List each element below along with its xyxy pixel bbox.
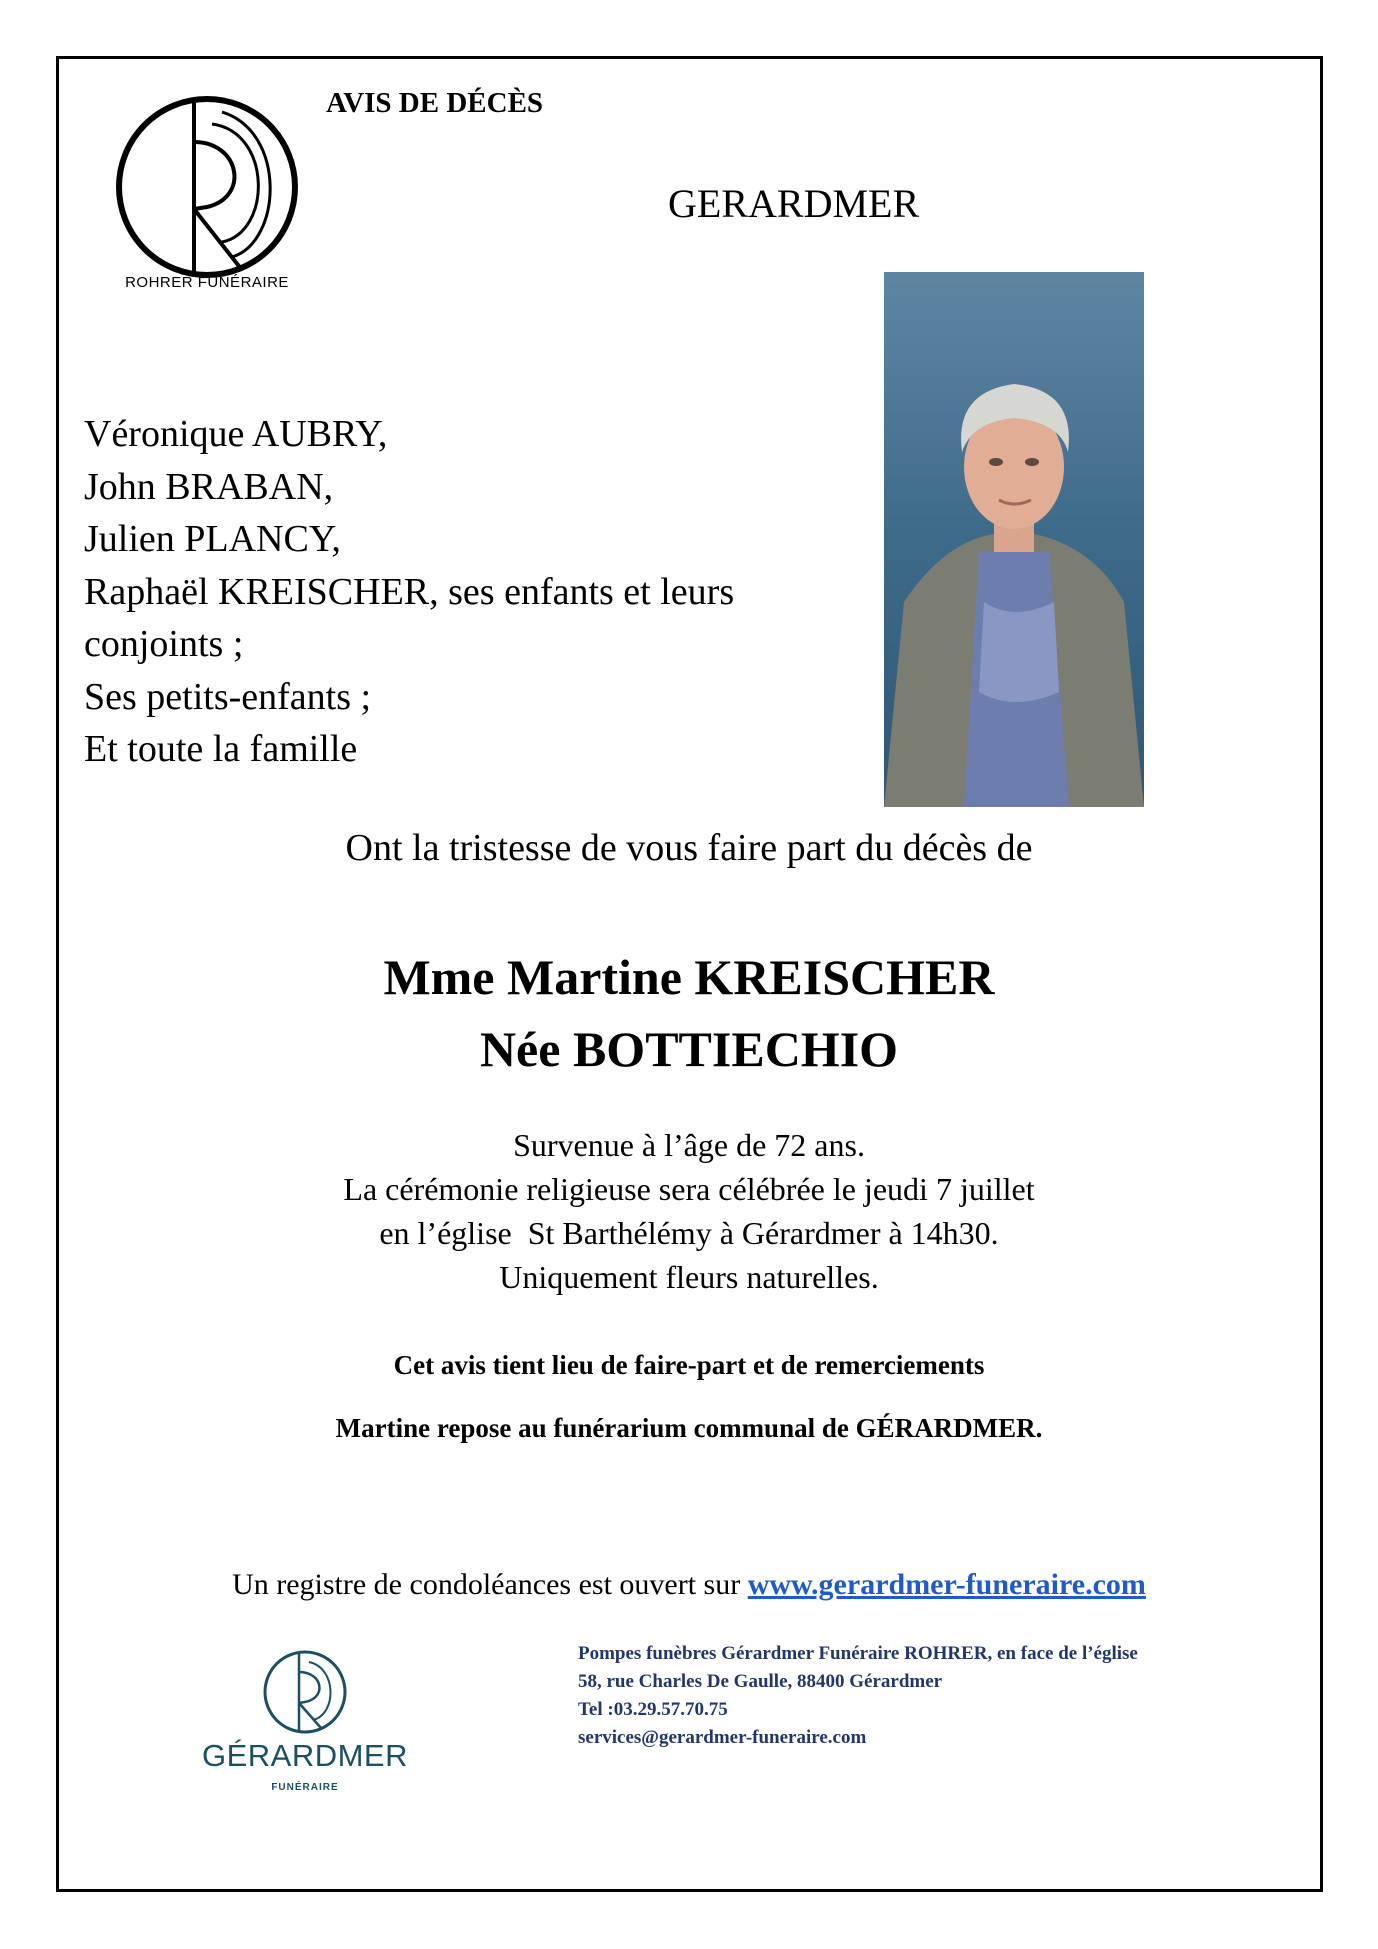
family-line: Julien PLANCY, <box>84 518 341 560</box>
family-list <box>84 408 734 776</box>
footer-logo-name: GÉRARDMER <box>201 1738 408 1773</box>
details-line: en l’église St Barthélémy à Gérardmer à 14h30. <box>379 1215 999 1251</box>
rest-location: Martine repose au funérarium communal de GÉRARDMER. <box>335 1413 1043 1443</box>
contact-phone: Tel :03.29.57.70.75 <box>578 1699 728 1720</box>
notice-statement: Cet avis tient lieu de faire-part et de remerciements <box>393 1350 985 1380</box>
family-line: conjoints ; <box>84 623 244 665</box>
deceased-name: Mme Martine KREISCHER <box>383 949 995 1005</box>
gerardmer-logo-icon <box>205 1640 405 1820</box>
family-line: Véronique AUBRY, <box>84 413 388 455</box>
family-line: John BRABAN, <box>84 465 334 508</box>
details-line: Survenue à l’âge de 72 ans. <box>513 1127 865 1163</box>
footer-logo-sub: FUNÉRAIRE <box>271 1782 339 1793</box>
maiden-name: Née BOTTIECHIO <box>479 1021 899 1077</box>
brand-logo-text: ROHRER FUNÉRAIRE <box>125 274 289 291</box>
contact-line: 58, rue Charles De Gaulle, 88400 Gérardmer <box>578 1671 943 1692</box>
portrait-photo <box>884 272 1144 807</box>
rohrer-logo-icon <box>112 92 302 302</box>
contact-block <box>578 1640 1138 1752</box>
registry-text: Un registre de condoléances est ouvert sur <box>232 1568 748 1601</box>
registry-link[interactable]: www.gerardmer-funeraire.com <box>747 1568 1146 1601</box>
family-line: Ses petits-enfants ; <box>84 675 372 718</box>
contact-line: Pompes funèbres Gérardmer Funéraire ROHRER, en face de l’église <box>578 1643 1138 1664</box>
details-line: La cérémonie religieuse sera célébrée le jeudi 7 juillet <box>343 1171 1035 1207</box>
contact-email: services@gerardmer-funeraire.com <box>578 1727 867 1748</box>
family-line: Et toute la famille <box>84 728 358 770</box>
notice-title: AVIS DE DÉCÈS <box>326 87 544 119</box>
family-line: Raphaël KREISCHER, ses enfants et leurs <box>84 570 735 613</box>
details-line: Uniquement fleurs naturelles. <box>499 1259 879 1295</box>
announcement-intro: Ont la tristesse de vous faire part du décès de <box>345 827 1033 869</box>
ceremony-details <box>0 1123 1378 1299</box>
condolence-registry <box>0 1568 1378 1602</box>
city-name: GERARDMER <box>668 181 920 226</box>
